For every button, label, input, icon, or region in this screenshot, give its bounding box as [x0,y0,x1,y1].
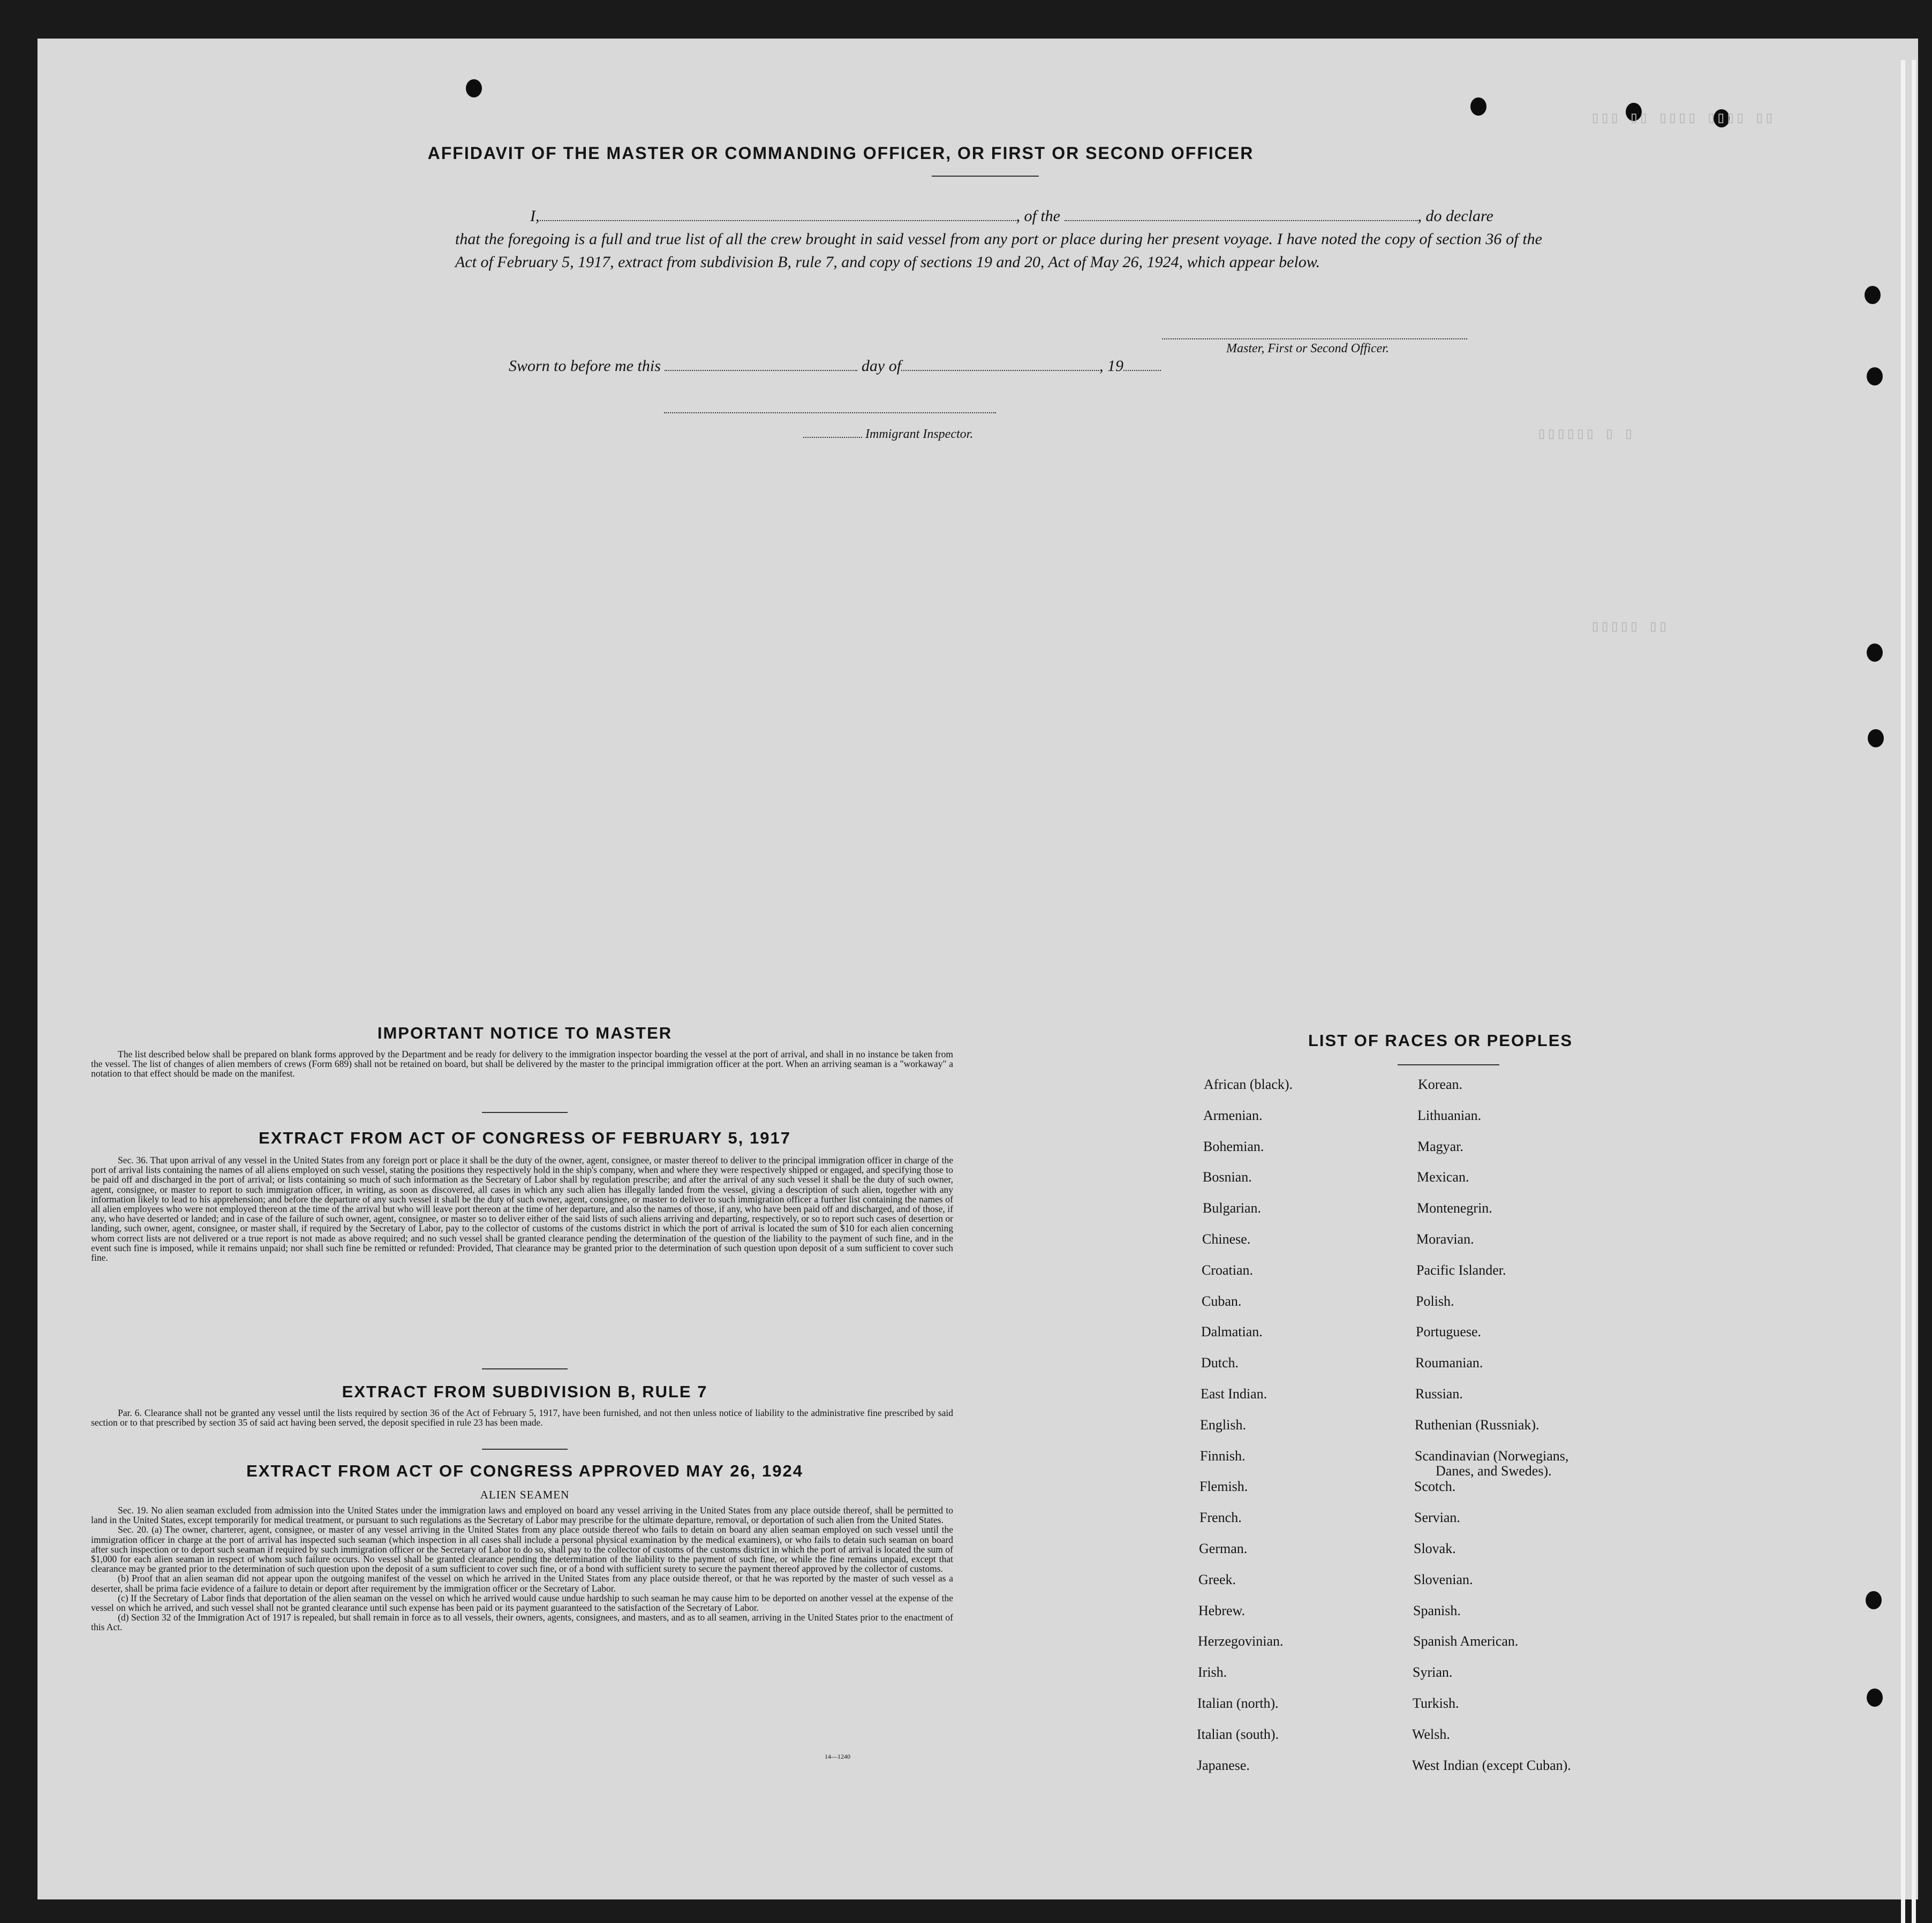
race-item: Bohemian. [1203,1138,1264,1154]
extract-1924-body [91,1505,953,1632]
section-divider [482,1112,568,1113]
race-item: Herzegovinian. [1198,1633,1284,1649]
show-through-text: ▯▯▯▯▯ ▯▯ [1590,618,1668,637]
race-item: Russian. [1415,1386,1463,1402]
race-item: Bosnian. [1203,1169,1252,1185]
year-prefix: , 19 [1099,357,1124,375]
sworn-month-field[interactable] [901,355,1099,371]
extract-1924-title: EXTRACT FROM ACT OF CONGRESS APPROVED MAY 26, 1924 [246,1462,803,1480]
race-item: Croatian. [1202,1262,1254,1278]
race-item: Cuban. [1202,1293,1242,1309]
races-title: LIST OF RACES OR PEOPLES [1308,1031,1573,1050]
race-item: French. [1199,1510,1242,1526]
declarant-name-field[interactable] [540,205,1016,221]
race-item: English. [1200,1417,1246,1433]
sec19-text: Sec. 19. No alien seaman excluded from admission into the United States under the immigration laws and employed on board any vessel arriving in the United States from any place outside thereof, shall be permitted to land in the United States, except temporarily for medical treatment, or pursuant to such regulations as the Secretary of Labor may prescribe for the ultimate departure, removal, or deportation of such alien from the United States. [91,1505,953,1526]
punch-hole [1866,1591,1882,1609]
affidavit-title: AFFIDAVIT OF THE MASTER OR COMMANDING OFFICER, OR FIRST OR SECOND OFFICER [427,143,1254,163]
affidavit-block [455,205,1542,274]
notice-text: The list described below shall be prepared on blank forms approved by the Department and be ready for delivery to the immigration inspector boarding the vessel at the port of arrival, and shall in no instance be taken from the vessel. The list of changes of alien members of crews (Form 689) shall not be retained on board, but shall be delivered by the master to the principal immigration officer at the port. When an arriving seaman is a "workaway" a notation to that effect should be made on the manifest. [91,1049,953,1079]
race-item: Turkish. [1413,1695,1459,1711]
section-divider [482,1449,568,1450]
punch-hole [1868,729,1884,747]
title-divider [932,176,1039,177]
page-edge [1912,60,1916,1923]
extract-1917-title: EXTRACT FROM ACT OF CONGRESS OF FEBRUARY 5, 1917 [259,1129,791,1147]
race-item: Chinese. [1202,1231,1251,1247]
race-item: Roumanian. [1415,1355,1483,1371]
extract-1917-text: Sec. 36. That upon arrival of any vessel in the United States from any foreign port or place it shall be the duty of the owner, agent, consignee, or master thereof to deliver to the principal immigration officer in charge of the port of arrival lists containing the names of all aliens employed on such vessel, stating the positions they respectively hold in the ship's company, when and where they were respectively shipped or engaged, and specifying those to be paid off and discharged in the port of arrival; or lists containing so much of such information as the Secretary of Labor shall by regulation prescribe; and after the arrival of any such vessel it shall be the duty of such owner, agent, consignee, or master to report to such immigration officer, in writing, as soon as discovered, all cases in which any such alien has illegally landed from the vessel, giving a description of such alien, together with any information likely to lead to his apprehension; and before the departure of any such vessel it shall be the duty of such owner, agent, consignee, or master to deliver to such immigration officer a further list containing the names of all alien employees who were not employed thereon at the time of the arrival but who will leave port thereon at the time of her departure, and also the names of those, if any, who have been paid off and discharged, and of those, if any, who have deserted or landed; and in case of the failure of such owner, agent, consignee, or master so to deliver either of the said lists of such aliens arriving and departing, respectively, or so to report such cases of desertion or landing, such owner, agent, consignee, or master shall, if required by the Secretary of Labor, pay to the collector of customs of the customs district in which the port of arrival is located the sum of $10 for each alien concerning whom correct lists are not delivered or a true report is not made as above required; and no such vessel shall be granted clearance pending the determination of the question of the liability to the payment of such fine, and in the event such fine is imposed, while it remains unpaid; nor shall such fine be remitted or refunded: Provided, That clearance may be granted prior to the determination of such question upon deposit of a sum sufficient to cover such fine. [91,1155,953,1263]
declare-label: , do declare [1417,207,1493,225]
notice-title: IMPORTANT NOTICE TO MASTER [377,1024,673,1042]
sworn-line [509,354,1312,377]
race-item: Syrian. [1413,1664,1453,1680]
race-item: African (black). [1204,1077,1293,1092]
race-item: German. [1199,1541,1248,1556]
race-item: Polish. [1416,1293,1454,1309]
inspector-caption-text: Immigrant Inspector. [865,427,973,441]
day-of-label: day of [861,357,902,375]
punch-hole [1470,97,1486,116]
inspector-caption-leader [803,429,862,438]
extract-rule7-title: EXTRACT FROM SUBDIVISION B, RULE 7 [342,1382,708,1401]
race-item: Armenian. [1203,1107,1263,1123]
sec20a-text: Sec. 20. (a) The owner, charterer, agent, consignee, or master of any vessel arriving in the United States from any place outside thereof who fails to detain on board any alien seaman employed on such vessel until the immigration officer in charge at the port of arrival has inspected such seaman (which inspection in all cases shall include a personal physical examination by the medical examiners), or who fails to detain such seaman on board after such inspection or to deport such seaman if required by such immigration officer or the Secretary of Labor to do so, shall pay to the collector of customs of the customs district in which the port of arrival is located the sum of $1,000 for each alien seaman in respect of whom such failure occurs. No vessel shall be granted clearance pending the determination of the liability to the payment of such fine, or while the fine remains unpaid, except that clearance may be granted prior to the determination of such question upon the deposit of a sum sufficient to cover such fine, or of a bond with sufficient surety to secure the payment thereof approved by the collector of customs. [91,1524,953,1574]
sec20b-text: (b) Proof that an alien seaman did not appear upon the outgoing manifest of the vessel on which he arrived in the United States from any place outside thereof, or that he was reported by the master of such vessel as a deserter, shall be prima facie evidence of a failure to detain or deport after requirement by the immigration officer or the Secretary of Labor. [91,1573,953,1594]
race-item: Portuguese. [1416,1324,1482,1340]
race-item: Italian (north). [1197,1695,1279,1711]
punch-hole [1865,286,1881,304]
inspector-signature-caption [803,427,973,442]
races-divider [1398,1064,1499,1065]
affidavit-body: that the foregoing is a full and true list of all the crew brought in said vessel from any port or place during her present voyage. I have noted the copy of section 36 of the Act of February 5, 1917, extract from subdivision B, rule 7, and copy of sections 19 and 20, Act of May 26, 1924, which appear below. [455,230,1542,271]
races-right-column [1408,1077,1783,1827]
show-through-text: ▯▯▯ ▯▯ ▯▯▯▯ ▯▯▯▯ ▯▯ [1590,110,1774,128]
race-item: Flemish. [1199,1479,1248,1495]
race-item: Servian. [1414,1510,1460,1526]
race-item: Pacific Islander. [1416,1262,1506,1278]
sec20d-text: (d) Section 32 of the Immigration Act of 1917 is repealed, but shall remain in force as to all vessels, their owners, agents, consignees, and masters, and as to all seamen, arriving in the United States prior to the enactment of this Act. [91,1612,953,1633]
punch-hole [1867,643,1883,662]
sworn-year-field[interactable] [1123,355,1161,371]
race-item: Mexican. [1417,1169,1469,1185]
race-item: East Indian. [1201,1386,1267,1402]
race-item: Greek. [1198,1571,1236,1587]
race-item: Spanish. [1413,1602,1461,1618]
race-item: Lithuanian. [1417,1107,1482,1123]
master-signature-line[interactable] [1162,338,1467,340]
sworn-label: Sworn to before me this [509,357,661,375]
race-item: Korean. [1418,1077,1463,1092]
race-item: Magyar. [1417,1138,1463,1154]
race-item: Irish. [1198,1664,1227,1680]
race-item: Dutch. [1201,1355,1239,1371]
race-item: Scandinavian (Norwegians, Danes, and Swedes). [1415,1448,1569,1479]
race-item: Italian (south). [1197,1726,1279,1742]
race-item: Slovak. [1414,1541,1456,1556]
race-item: Welsh. [1412,1726,1450,1742]
of-the-label: , of the [1016,207,1060,225]
punch-hole [466,79,482,97]
race-item: Moravian. [1416,1231,1474,1247]
race-item: Dalmatian. [1201,1324,1263,1340]
race-item: Scotch. [1414,1479,1456,1495]
inspector-signature-line[interactable] [664,412,996,414]
form-number: 14—1240 [825,1753,850,1760]
race-item: Montenegrin. [1417,1200,1492,1216]
race-item: Ruthenian (Russniak). [1415,1417,1539,1433]
page-edge [1901,60,1905,1923]
punch-hole [1867,1689,1883,1707]
race-item: West Indian (except Cuban). [1412,1757,1571,1773]
section-divider [482,1368,568,1369]
show-through-text: ▯▯▯▯▯▯ ▯ ▯ [1537,426,1634,444]
affidavit-first-line [455,205,1542,228]
race-item: Bulgarian. [1203,1200,1262,1216]
document-page [37,39,1918,1899]
sworn-day-field[interactable] [665,355,857,371]
sec20c-text: (c) If the Secretary of Labor finds that deportation of the alien seaman on the vessel on which he arrived would cause undue hardship to such seaman he may cause him to be deported on another vessel at the expense of the vessel on which he arrived, and such vessel shall not be granted clearance until such expense has been paid or its payment guaranteed to the satisfaction of the Secretary of Labor. [91,1592,953,1614]
vessel-position-field[interactable] [1065,205,1418,221]
extract-rule7-text: Par. 6. Clearance shall not be granted any vessel until the lists required by section 36 of the Act of February 5, 1917, have been furnished, and not then unless notice of liability to the administrative fine prescribed by said section or to that prescribed by section 35 of said act having been served, the deposit specified in rule 23 has been made. [91,1407,953,1428]
declarant-prefix: I, [530,207,540,225]
race-item: Hebrew. [1198,1602,1246,1618]
race-item: Slovenian. [1414,1571,1473,1587]
master-signature-caption: Master, First or Second Officer. [1226,342,1389,355]
race-item: Japanese. [1197,1757,1250,1773]
alien-seamen-subtitle: ALIEN SEAMEN [480,1488,570,1501]
race-item: Finnish. [1200,1448,1246,1464]
race-item: Spanish American. [1413,1633,1519,1649]
punch-hole [1867,367,1883,385]
